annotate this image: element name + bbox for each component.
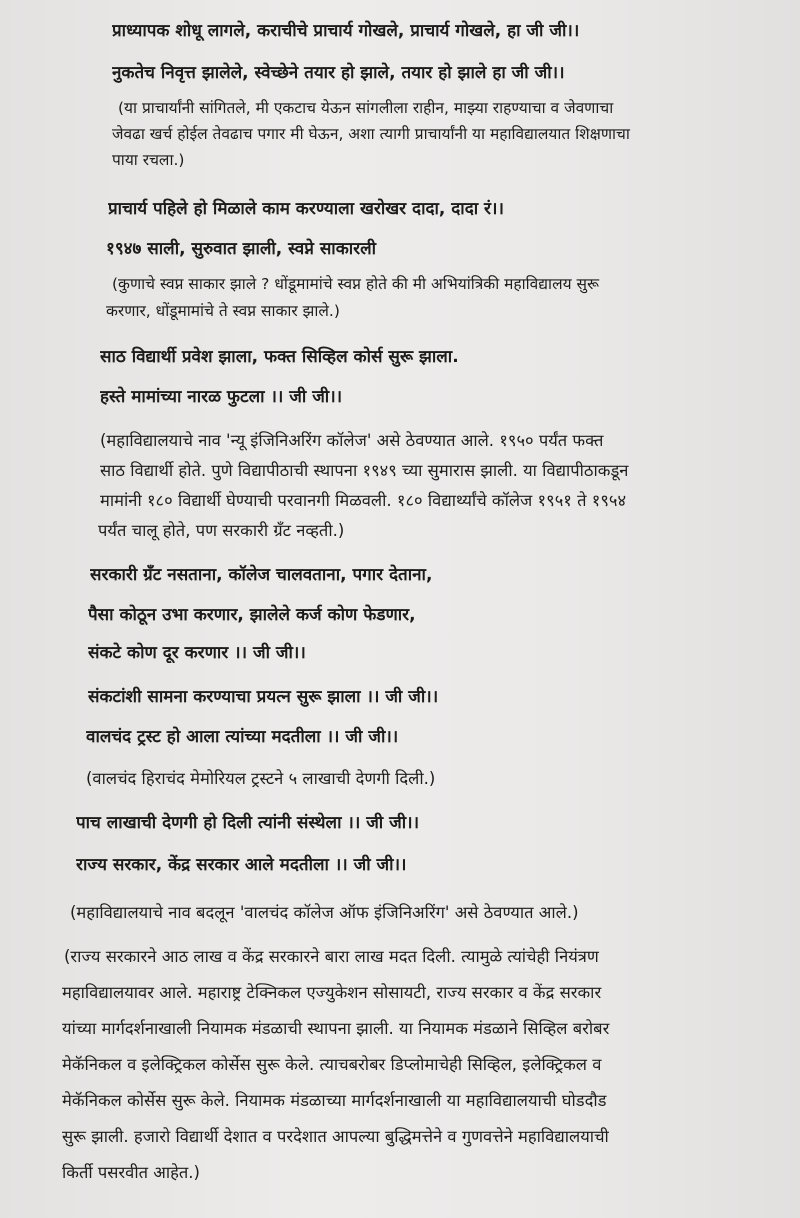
text-line: मामांनी १८० विद्यार्थी घेण्याची परवानगी मिळवली. १८० विद्यार्थ्यांचे कॉलेज १९५१ ते १९५४ — [100, 491, 627, 510]
text-line: मेकॅनिकल कोर्सेस सुरू केले. नियामक मंडळाच्या मार्गदर्शनाखाली या महाविद्यालयाची घोडदौड — [62, 1091, 607, 1110]
text-line: राज्य सरकार, केंद्र सरकार आले मदतीला ।। जी जी।। — [76, 855, 407, 875]
text-line: पाच लाखाची देणगी हो दिली त्यांनी संस्थेला ।। जी जी।। — [76, 813, 420, 833]
text-line: करणार, धोंडूमामांचे ते स्वप्न साकार झाले.) — [106, 302, 340, 320]
text-line: महाविद्यालयावर आले. महाराष्ट्र टेक्निकल एज्युकेशन सोसायटी, राज्य सरकार व केंद्र सरकार — [62, 983, 602, 1002]
text-line: साठ विद्यार्थी होते. पुणे विद्यापीठाची स्थापना १९४९ च्या सुमारास झाली. या विद्यापीठाकडून — [100, 461, 629, 480]
text-line: मेकॅनिकल व इलेक्ट्रिकल कोर्सेस सुरू केले. त्याचबरोबर डिप्लोमाचेही सिव्हिल, इलेक्ट्रिकल व — [62, 1055, 602, 1074]
text-line: हस्ते मामांच्या नारळ फुटला ।। जी जी।। — [100, 387, 343, 407]
text-line: संकटांशी सामना करण्याचा प्रयत्न सुरू झाला ।। जी जी।। — [88, 687, 439, 707]
text-line: (वालचंद हिराचंद मेमोरियल ट्रस्टने ५ लाखाची देणगी दिली.) — [86, 769, 436, 788]
text-line: (राज्य सरकारने आठ लाख व केंद्र सरकारने बारा लाख मदत दिली. त्यामुळे त्यांचेही नियंत्रण — [64, 947, 599, 966]
text-line: (या प्राचार्यांनी सांगितले, मी एकटाच येऊन सांगलीला राहीन, माझ्या राहण्याचा व जेवणाचा — [118, 99, 614, 117]
text-line: (महाविद्यालयाचे नाव बदलून 'वालचंद कॉलेज ऑफ इंजिनिअरिंग' असे ठेवण्यात आले.) — [70, 903, 579, 922]
text-line: पाया रचला.) — [112, 151, 185, 169]
text-line: वालचंद ट्रस्ट हो आला त्यांच्या मदतीला ।। जी जी।। — [86, 727, 399, 747]
text-line: यांच्या मार्गदर्शनाखाली नियामक मंडळाची स्थापना झाली. या नियामक मंडळाने सिव्हिल बरोबर — [62, 1019, 610, 1038]
text-line: प्राचार्य पहिले हो मिळाले काम करण्याला खरोखर दादा, दादा रं।। — [108, 199, 504, 219]
text-line: पैसा कोठून उभा करणार, झालेले कर्ज कोण फेडणार, — [88, 605, 416, 625]
text-line: नुकतेच निवृत्त झालेले, स्वेच्छेने तयार हो झाले, तयार हो झाले हा जी जी।। — [112, 63, 565, 83]
text-line: पर्यंत चालू होते, पण सरकारी ग्रँट नव्हती.) — [98, 521, 345, 540]
text-line: जेवढा खर्च होईल तेवढाच पगार मी घेऊन, अशा त्यागी प्राचार्यांनी या महाविद्यालयात शिक्षणाचा — [112, 125, 630, 143]
text-line: संकटे कोण दूर करणार ।। जी जी।। — [88, 643, 306, 663]
text-line: १९४७ साली, सुरुवात झाली, स्वप्ने साकारली — [106, 239, 377, 259]
text-line: सुरू झाली. हजारो विद्यार्थी देशात व परदेशात आपल्या बुद्धिमत्तेने व गुणवत्तेने महाविद्यालयाची — [62, 1127, 609, 1146]
text-line: प्राध्यापक शोधू लागले, कराचीचे प्राचार्य गोखले, प्राचार्य गोखले, हा जी जी।। — [112, 21, 580, 41]
text-line: सरकारी ग्रँट नसताना, कॉलेज चालवताना, पगार देताना, — [90, 565, 433, 585]
text-line: साठ विद्यार्थी प्रवेश झाला, फक्त सिव्हिल कोर्स सुरू झाला. — [100, 347, 459, 367]
text-line: (महाविद्यालयाचे नाव 'न्यू इंजिनिअरिंग कॉलेज' असे ठेवण्यात आले. १९५० पर्यंत फक्त — [100, 431, 604, 450]
text-line: किर्ती पसरवीत आहेत.) — [62, 1163, 200, 1182]
text-line: (कुणाचे स्वप्न साकार झाले ? धोंडूमामांचे स्वप्न होते की मी अभियांत्रिकी महाविद्यालय सुरू — [112, 275, 600, 293]
